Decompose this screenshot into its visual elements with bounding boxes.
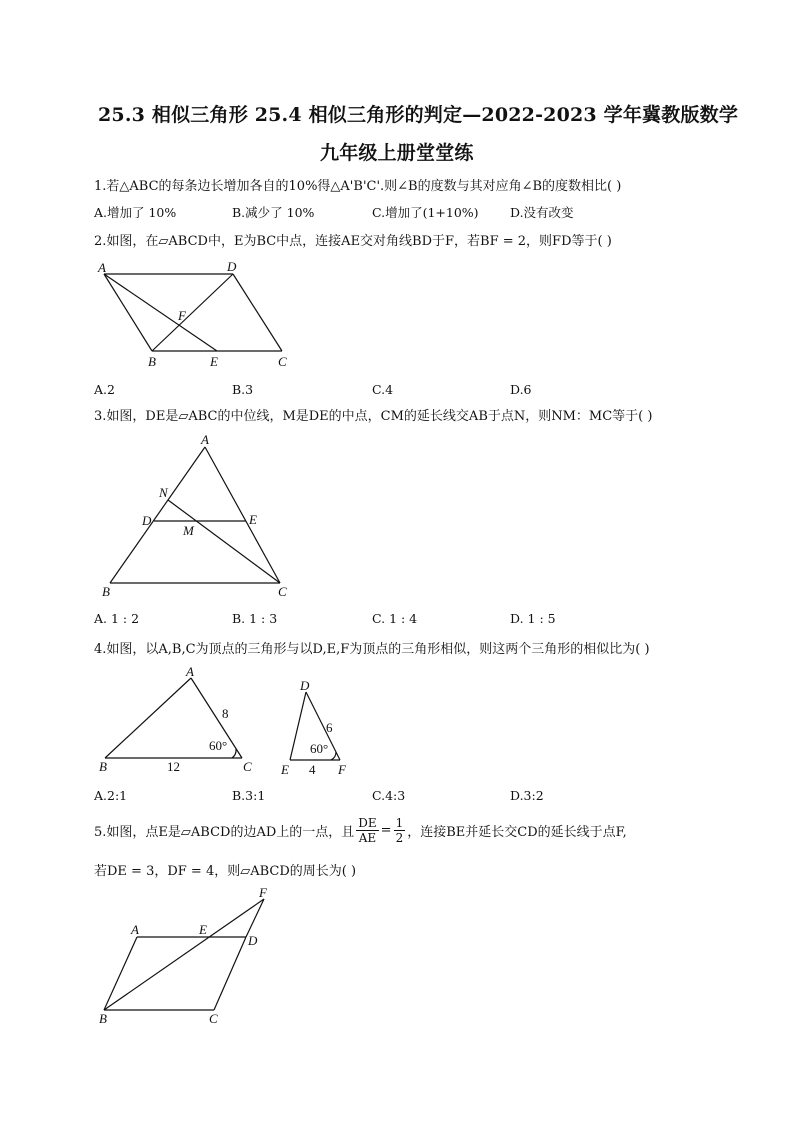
question-3-stem: 3.如图，DE是▱ABC的中位线，M是DE的中点，CM的延长线交AB于点N，则NM：MC等于( ): [94, 409, 653, 424]
q4-label-bc-length: 12: [167, 759, 180, 774]
q5-label-b: B: [99, 1011, 107, 1026]
q1-option-c: C.增加了(1+10%): [372, 205, 479, 220]
q3-label-d: D: [142, 513, 152, 528]
question-4-stem: 4.如图，以A,B,C为顶点的三角形与以D,E,F为顶点的三角形相似，则这两个三角形的相似比为( ): [94, 642, 650, 657]
q5-label-f: F: [259, 885, 267, 900]
q2-label-e: E: [210, 354, 218, 369]
q3-label-e: E: [249, 512, 257, 527]
q1-option-a: A.增加了 10%: [94, 205, 177, 220]
q2-label-f: F: [178, 308, 186, 323]
q5-label-e: E: [199, 922, 207, 937]
q1-option-d: D.没有改变: [510, 205, 574, 220]
q5-fraction-numerator: DE: [358, 815, 377, 830]
q2-option-d: D.6: [510, 382, 532, 397]
q5-equals-sign: =: [380, 822, 392, 838]
q5-label-d: D: [248, 933, 258, 948]
q3-option-d: D. 1 : 5: [510, 611, 556, 626]
q2-label-b: B: [148, 354, 156, 369]
q4-label-b: B: [99, 759, 107, 774]
q3-option-c: C. 1 : 4: [372, 611, 418, 626]
q5-stem-part1: 5.如图，点E是▱ABCD的边AD上的一点，且: [94, 824, 355, 840]
page-title: 25.3 相似三角形 25.4 相似三角形的判定—2022-2023 学年冀教版数学: [98, 104, 739, 126]
q4-label-e: E: [281, 762, 289, 777]
q3-label-b: B: [102, 584, 110, 599]
q4-option-d: D.3:2: [510, 788, 544, 803]
q4-label-df-length: 6: [326, 720, 333, 735]
q3-label-c: C: [278, 584, 287, 599]
q5-label-a: A: [131, 922, 139, 937]
q4-label-d: D: [300, 678, 310, 693]
question-2-stem: 2.如图，在▱ABCD中，E为BC中点，连接AE交对角线BD于F，若BF = 2，则FD等于( ): [94, 234, 612, 249]
q5-stem-part2: ，连接BE并延长交CD的延长线于点F,: [407, 824, 627, 840]
q4-option-c: C.4:3: [372, 788, 406, 803]
q4-label-angle-f: 60°: [310, 741, 329, 756]
q3-label-m: M: [183, 523, 194, 538]
q4-option-a: A.2:1: [94, 788, 128, 803]
q4-label-a: A: [186, 664, 194, 679]
q1-option-b: B.减少了 10%: [232, 205, 315, 220]
q2-label-d: D: [227, 259, 237, 274]
q3-option-a: A. 1 : 2: [94, 611, 140, 626]
q4-label-angle-c: 60°: [209, 738, 228, 753]
q5-half-denominator: 2: [395, 830, 404, 845]
q5-fraction-denominator: AE: [358, 830, 377, 845]
q2-label-a: A: [98, 260, 106, 275]
question-1-stem: 1.若△ABC的每条边长增加各自的10%得△A'B'C'.则∠B的度数与其对应角∠B的度数相比( ): [94, 179, 622, 194]
q2-option-b: B.3: [232, 382, 254, 397]
q3-label-a: A: [201, 432, 209, 447]
q4-option-b: B.3:1: [232, 788, 266, 803]
q5-label-c: C: [209, 1011, 218, 1026]
question-5-stem-line2: 若DE = 3，DF = 4，则▱ABCD的周长为( ): [94, 864, 357, 879]
q4-label-ef-length: 4: [309, 762, 316, 777]
q3-label-n: N: [159, 485, 168, 500]
q4-label-c: C: [243, 759, 252, 774]
q2-label-c: C: [278, 354, 287, 369]
page-subtitle: 九年级上册堂堂练: [320, 142, 474, 164]
q3-option-b: B. 1 : 3: [232, 611, 278, 626]
q4-label-ac-length: 8: [222, 706, 229, 721]
q2-option-a: A.2: [94, 382, 115, 397]
q2-option-c: C.4: [372, 382, 394, 397]
q4-label-f: F: [338, 762, 346, 777]
q5-half-numerator: 1: [395, 815, 404, 830]
